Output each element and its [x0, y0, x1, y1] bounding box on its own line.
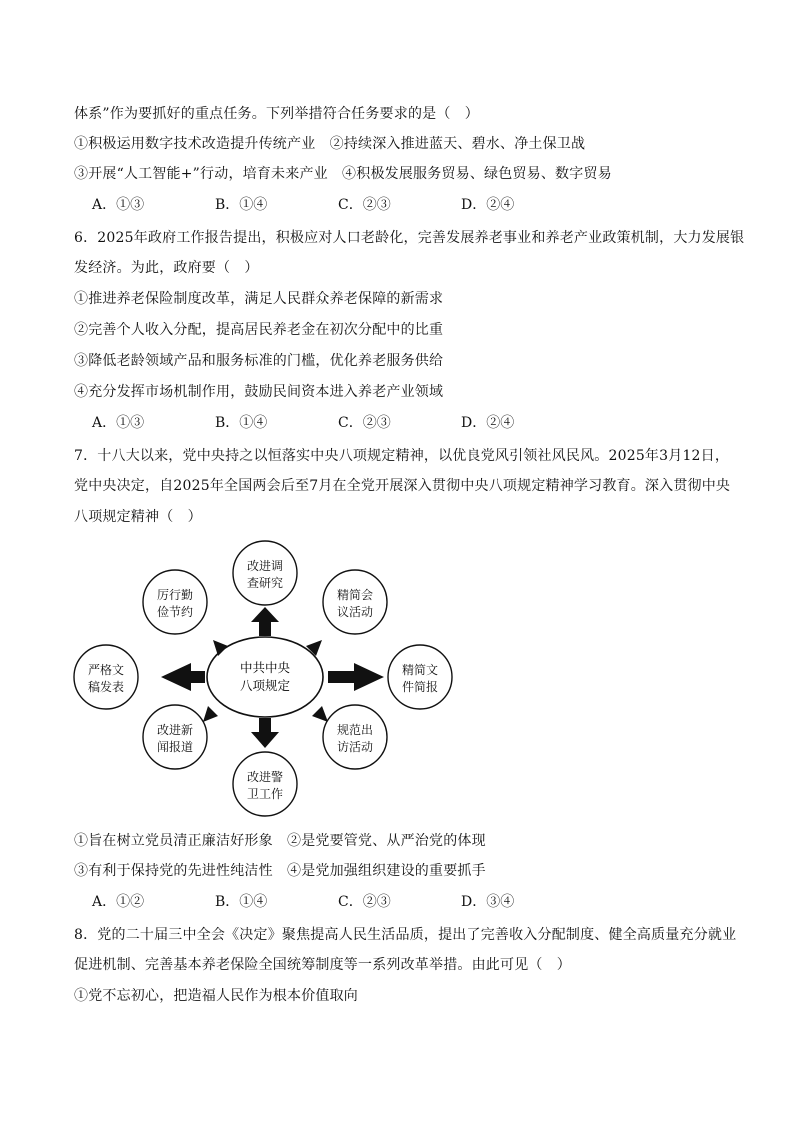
q6-option-c[interactable]: C．②③ [338, 415, 391, 431]
node-bottom-right-line1: 规范出 [336, 723, 374, 737]
q5-option-d[interactable]: D．②④ [461, 197, 515, 213]
node-bottom-left-line1: 改进新 [156, 723, 194, 737]
q6-stem-line2: 发经济。为此，政府要（ ） [74, 260, 259, 276]
node-right-circle [388, 645, 452, 709]
node-right-line1: 精简文 [401, 663, 439, 677]
node-top-line2: 查研究 [246, 576, 284, 590]
node-left-line2: 稿发表 [87, 680, 125, 694]
q6-option-a[interactable]: A．①③ [92, 415, 145, 431]
q6-statement-3: ③降低老龄领域产品和服务标准的门槛，优化养老服务供给 [74, 353, 444, 369]
q5-option-c[interactable]: C．②③ [338, 197, 391, 213]
q7-stem-line1: 7．十八大以来，党中央持之以恒落实中央八项规定精神，以优良党风引领社风民风。2025年3月12日， [74, 448, 730, 464]
arrow-down-left [203, 704, 220, 722]
arrow-down [251, 718, 279, 748]
node-bottom-line1: 改进警 [246, 770, 284, 784]
node-bottom-line2: 卫工作 [246, 787, 284, 801]
q7-statements-line1: ①旨在树立党员清正廉洁好形象 ②是党要管党、从严治党的体现 [74, 833, 486, 849]
q6-statement-4: ④充分发挥市场机制作用，鼓励民间资本进入养老产业领域 [74, 384, 444, 400]
center-label-line1: 中共中央 [239, 660, 291, 675]
node-bottom-left-line2: 闻报道 [156, 740, 194, 754]
q6-stem-line1: 6．2025年政府工作报告提出，积极应对人口老龄化，完善发展养老事业和养老产业政策机制，大力发展银 [74, 230, 745, 246]
q8-statement-1: ①党不忘初心，把造福人民作为根本价值取向 [74, 988, 358, 1004]
q8-stem-line2: 促进机制、完善基本养老保险全国统筹制度等一系列改革举措。由此可见（ ） [74, 957, 571, 973]
q7-option-b[interactable]: B．①④ [215, 894, 268, 910]
node-top-line1: 改进调 [246, 559, 284, 573]
arrow-up [251, 607, 279, 636]
q5-option-a[interactable]: A．①③ [92, 197, 145, 213]
node-bottom-circle [233, 752, 297, 816]
q7-option-a[interactable]: A．①② [92, 894, 145, 910]
q5-options [92, 195, 584, 215]
node-top-right-line1: 精简会 [336, 588, 374, 602]
arrow-left [161, 663, 205, 691]
q7-stem-line3: 八项规定精神（ ） [74, 509, 202, 525]
node-bottom-right-circle [323, 705, 387, 769]
node-top-right-circle [323, 570, 387, 634]
q7-option-d[interactable]: D．③④ [461, 894, 515, 910]
node-top-left-line1: 厉行勤 [156, 588, 194, 602]
q7-option-c[interactable]: C．②③ [338, 894, 391, 910]
node-left-line1: 严格文 [87, 663, 125, 677]
node-bottom-left-circle [143, 705, 207, 769]
q6-option-b[interactable]: B．①④ [215, 415, 268, 431]
q5-statements-line1: ①积极运用数字技术改造提升传统产业 ②持续深入推进蓝天、碧水、净土保卫战 [74, 136, 586, 152]
q5-stem-tail: 体系”作为要抓好的重点任务。下列举措符合任务要求的是（ ） [74, 106, 479, 122]
node-top-left-circle [143, 570, 207, 634]
q7-statements-line2: ③有利于保持党的先进性纯洁性 ④是党加强组织建设的重要抓手 [74, 863, 486, 879]
node-top-left-line2: 俭节约 [156, 605, 194, 619]
q7-options [92, 892, 584, 912]
eight-rules-diagram [60, 532, 480, 820]
q5-option-b[interactable]: B．①④ [215, 197, 268, 213]
q5-statements-line2: ③开展“人工智能+”行动，培育未来产业 ④积极发展服务贸易、绿色贸易、数字贸易 [74, 166, 612, 182]
q8-stem-line1: 8．党的二十届三中全会《决定》聚焦提高人民生活品质，提出了完善收入分配制度、健全高质量充分就业 [74, 927, 737, 943]
arrow-right [328, 663, 384, 691]
q7-stem-line2: 党中央决定，自2025年全国两会后至7月在全党开展深入贯彻中央八项规定精神学习教育。深入贯彻中央 [74, 478, 731, 494]
node-right-line2: 件简报 [401, 680, 439, 694]
q6-option-d[interactable]: D．②④ [461, 415, 515, 431]
q6-statement-2: ②完善个人收入分配，提高居民养老金在初次分配中的比重 [74, 322, 444, 338]
node-left-circle [74, 645, 138, 709]
q6-options [92, 413, 584, 433]
node-bottom-right-line2: 访活动 [336, 740, 374, 754]
arrow-down-right [310, 704, 328, 722]
node-top-right-line2: 议活动 [336, 605, 374, 619]
q6-statement-1: ①推进养老保险制度改革，满足人民群众养老保障的新需求 [74, 291, 444, 307]
center-label-line2: 八项规定 [239, 678, 291, 693]
node-top-circle [233, 541, 297, 605]
